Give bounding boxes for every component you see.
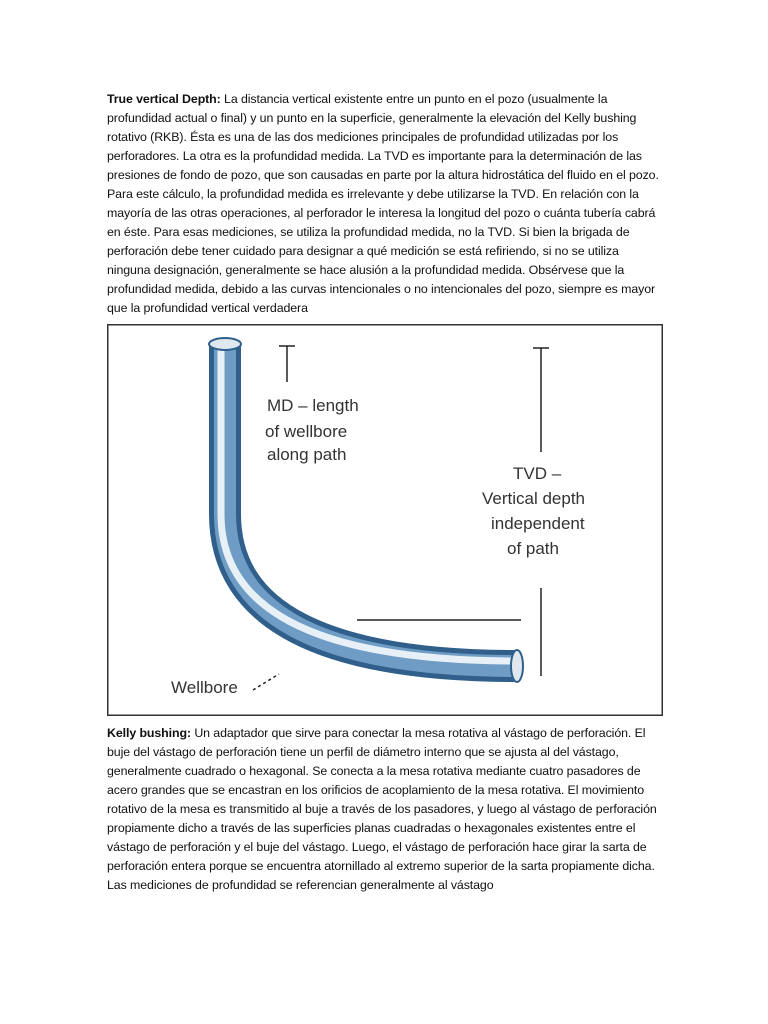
wellbore-top-opening bbox=[209, 338, 241, 350]
wellbore-label: Wellbore bbox=[171, 678, 238, 697]
wellbore-diagram bbox=[107, 324, 663, 716]
tvd-label-line-2: Vertical depth bbox=[482, 489, 586, 508]
md-label-line-1: MD – length bbox=[267, 396, 359, 415]
paragraph-text: Un adaptador que sirve para conectar la mesa rotativa al vástago de perforación. El buje del vástago de perforación tiene un perfil de diámetro interno que se ajusta al del vástago, generalmente cuadrado o hexagonal. Se conecta a la mesa rotativa mediante cuatro pasadores de acero grandes que se encastran en los orificios de acoplamiento de la mesa rotativa. El movimiento rotativo de la mesa es transmitido al buje a través de los pasadores, y luego al vástago de perforación propiamente dicho a través de las superficies planas cuadradas o hexagonales existentes entre el vástago de perforación y el buje del vástago. Luego, el vástago de perforación hace girar la sarta de perforación entera porque se encuentra atornillado al extremo superior de la sarta propiamente dicha. Las mediciones de profundidad se referencian generalmente al vástago bbox=[107, 726, 657, 892]
wellbore-bottom-opening bbox=[511, 650, 523, 682]
paragraph-text: La distancia vertical existente entre un punto en el pozo (usualmente la profundidad actual o final) y un punto en la superficie, generalmente la elevación del Kelly bushing rotativo (RKB). Ésta es una de las dos mediciones principales de profundidad utilizadas por los perforadores. La otra es la profundidad medida. La TVD es importante para la determinación de las presiones de fondo de pozo, que son causadas en parte por la altura hidrostática del fluido en el pozo. Para este cálculo, la profundidad medida es irrelevante y debe utilizarse la TVD. En relación con la mayoría de las otras operaciones, al perforador le interesa la longitud del pozo o cuánta tubería cabrá en éste. Para esas mediciones, se utiliza la profundidad medida, no la TVD. Si bien la brigada de perforación debe tener cuidado para designar a qué medición se está refiriendo, si no se utiliza ninguna designación, generalmente se hace alusión a la profundidad medida. Obsérvese que la profundidad medida, debido a las curvas intencionales o no intencionales del pozo, siempre es mayor que la profundidad vertical verdadera bbox=[107, 92, 659, 315]
tvd-label-line-1: TVD – bbox=[513, 464, 562, 483]
term-kelly-bushing: Kelly bushing: bbox=[107, 726, 191, 740]
term-true-vertical-depth: True vertical Depth: bbox=[107, 92, 221, 106]
md-label-line-2: of wellbore bbox=[265, 422, 348, 441]
md-label-line-3: along path bbox=[267, 445, 347, 464]
paragraph-kelly-bushing bbox=[107, 724, 663, 895]
paragraph-true-vertical-depth bbox=[107, 90, 663, 318]
tvd-label-line-3: independent bbox=[491, 514, 585, 533]
wellbore-diagram-svg bbox=[107, 324, 663, 716]
tvd-label-line-4: of path bbox=[507, 539, 559, 558]
